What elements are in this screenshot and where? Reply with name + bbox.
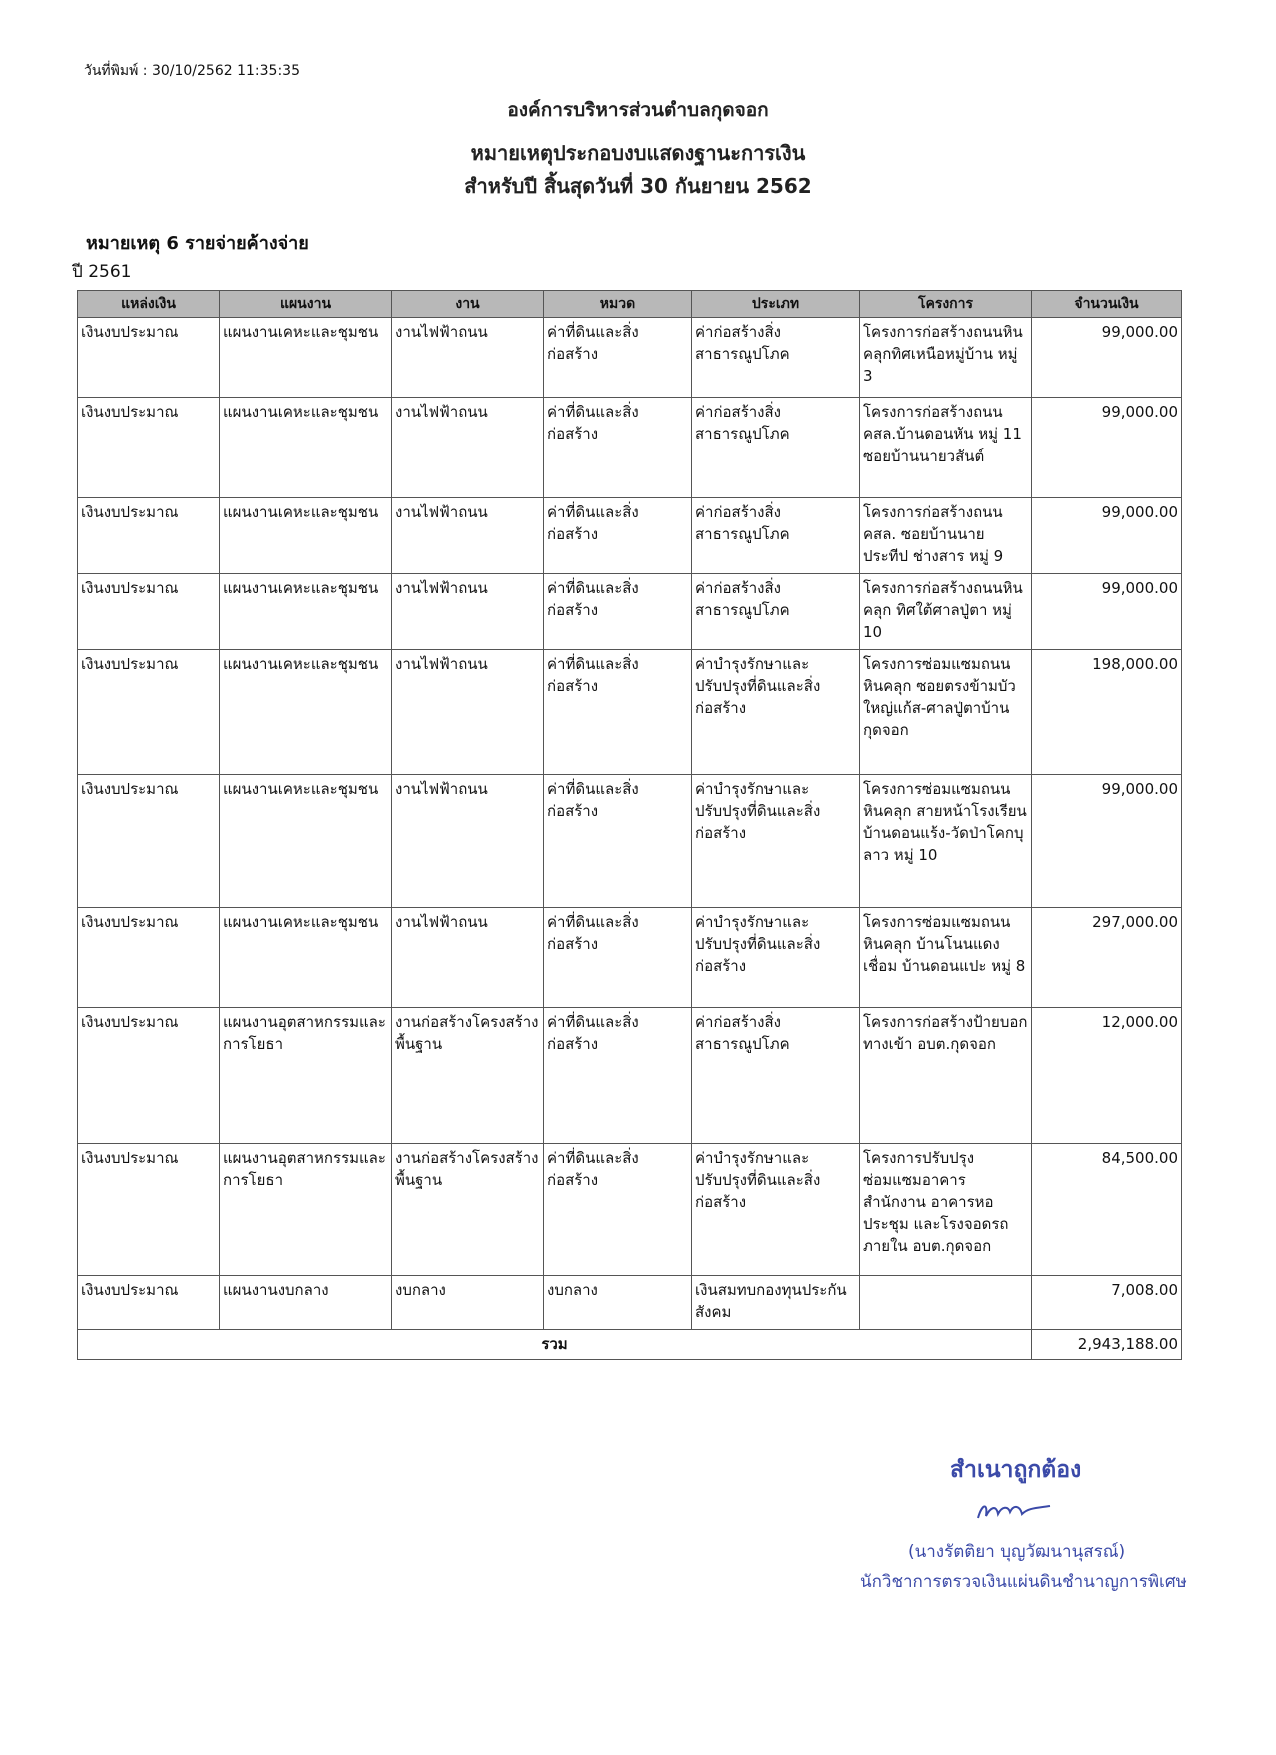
- cell-project: [860, 1276, 1032, 1330]
- cell-category: ค่าที่ดินและสิ่งก่อสร้าง: [544, 908, 692, 1008]
- cell-category: ค่าที่ดินและสิ่งก่อสร้าง: [544, 775, 692, 908]
- col-header-project: โครงการ: [860, 291, 1032, 318]
- total-row: [78, 1330, 1182, 1360]
- cell-type: ค่าก่อสร้างสิ่งสาธารณูปโภค: [692, 398, 860, 498]
- cell-source: เงินงบประมาณ: [78, 498, 220, 574]
- cell-category: ค่าที่ดินและสิ่งก่อสร้าง: [544, 318, 692, 398]
- cell-project: โครงการก่อสร้างถนน คสล.บ้านดอนหัน หมู่ 11 ซอยบ้านนายวสันต์: [860, 398, 1032, 498]
- cell-work: งานไฟฟ้าถนน: [392, 318, 544, 398]
- table-row: [78, 1276, 1182, 1330]
- table-row: [78, 398, 1182, 498]
- cell-type: ค่าบำรุงรักษาและปรับปรุงที่ดินและสิ่งก่อสร้าง: [692, 1144, 860, 1276]
- cell-amount: 99,000.00: [1032, 398, 1182, 498]
- col-header-work: งาน: [392, 291, 544, 318]
- table-row: [78, 318, 1182, 398]
- cell-plan: แผนงานอุตสาหกรรมและการโยธา: [220, 1144, 392, 1276]
- signer-name: (นางรัตติยา บุญวัฒนานุสรณ์): [908, 1542, 1126, 1562]
- cell-source: เงินงบประมาณ: [78, 398, 220, 498]
- cell-work: งานไฟฟ้าถนน: [392, 775, 544, 908]
- cell-plan: แผนงานเคหะและชุมชน: [220, 650, 392, 775]
- cell-plan: แผนงานเคหะและชุมชน: [220, 574, 392, 650]
- cell-amount: 99,000.00: [1032, 498, 1182, 574]
- total-amount: 2,943,188.00: [1032, 1330, 1182, 1360]
- cell-type: ค่าบำรุงรักษาและปรับปรุงที่ดินและสิ่งก่อสร้าง: [692, 775, 860, 908]
- cell-category: ค่าที่ดินและสิ่งก่อสร้าง: [544, 398, 692, 498]
- cell-plan: แผนงานเคหะและชุมชน: [220, 498, 392, 574]
- cell-category: ค่าที่ดินและสิ่งก่อสร้าง: [544, 498, 692, 574]
- cell-plan: แผนงานงบกลาง: [220, 1276, 392, 1330]
- accrued-expenses-table: [77, 290, 1182, 1360]
- cell-type: ค่าบำรุงรักษาและปรับปรุงที่ดินและสิ่งก่อสร้าง: [692, 650, 860, 775]
- col-header-plan: แผนงาน: [220, 291, 392, 318]
- cell-type: ค่าก่อสร้างสิ่งสาธารณูปโภค: [692, 498, 860, 574]
- col-header-type: ประเภท: [692, 291, 860, 318]
- cell-amount: 99,000.00: [1032, 775, 1182, 908]
- table-row: [78, 1008, 1182, 1144]
- cell-source: เงินงบประมาณ: [78, 775, 220, 908]
- table-row: [78, 908, 1182, 1008]
- cell-amount: 84,500.00: [1032, 1144, 1182, 1276]
- cell-type: เงินสมทบกองทุนประกันสังคม: [692, 1276, 860, 1330]
- cell-source: เงินงบประมาณ: [78, 650, 220, 775]
- cell-amount: 297,000.00: [1032, 908, 1182, 1008]
- cell-plan: แผนงานเคหะและชุมชน: [220, 775, 392, 908]
- cell-amount: 198,000.00: [1032, 650, 1182, 775]
- cell-amount: 7,008.00: [1032, 1276, 1182, 1330]
- cell-plan: แผนงานอุตสาหกรรมและการโยธา: [220, 1008, 392, 1144]
- col-header-amount: จำนวนเงิน: [1032, 291, 1182, 318]
- cell-amount: 99,000.00: [1032, 318, 1182, 398]
- cell-work: งานไฟฟ้าถนน: [392, 650, 544, 775]
- table-row: [78, 1144, 1182, 1276]
- year-label: ปี 2561: [72, 262, 132, 282]
- cell-source: เงินงบประมาณ: [78, 908, 220, 1008]
- table-row: [78, 650, 1182, 775]
- cell-project: โครงการปรับปรุงซ่อมแซมอาคารสำนักงาน อาคารหอประชุม และโรงจอดรถภายใน อบต.กุดจอก: [860, 1144, 1032, 1276]
- document-title: หมายเหตุประกอบงบแสดงฐานะการเงิน: [470, 141, 806, 165]
- cell-project: โครงการก่อสร้างป้ายบอกทางเข้า อบต.กุดจอก: [860, 1008, 1032, 1144]
- total-label: รวม: [78, 1330, 1032, 1360]
- cell-type: ค่าบำรุงรักษาและปรับปรุงที่ดินและสิ่งก่อสร้าง: [692, 908, 860, 1008]
- signer-title: นักวิชาการตรวจเงินแผ่นดินชำนาญการพิเศษ: [860, 1572, 1187, 1592]
- cell-type: ค่าก่อสร้างสิ่งสาธารณูปโภค: [692, 318, 860, 398]
- cell-plan: แผนงานเคหะและชุมชน: [220, 908, 392, 1008]
- cell-project: โครงการก่อสร้างถนนหินคลุกทิศเหนือหมู่บ้าน หมู่ 3: [860, 318, 1032, 398]
- cell-work: งบกลาง: [392, 1276, 544, 1330]
- cell-work: งานไฟฟ้าถนน: [392, 574, 544, 650]
- cell-category: งบกลาง: [544, 1276, 692, 1330]
- note-title: หมายเหตุ 6 รายจ่ายค้างจ่าย: [86, 233, 309, 254]
- cell-source: เงินงบประมาณ: [78, 318, 220, 398]
- col-header-category: หมวด: [544, 291, 692, 318]
- cell-work: งานไฟฟ้าถนน: [392, 498, 544, 574]
- cell-category: ค่าที่ดินและสิ่งก่อสร้าง: [544, 574, 692, 650]
- cell-work: งานไฟฟ้าถนน: [392, 908, 544, 1008]
- col-header-source: แหล่งเงิน: [78, 291, 220, 318]
- cell-project: โครงการก่อสร้างถนนหินคลุก ทิศใต้ศาลปู่ตา หมู่ 10: [860, 574, 1032, 650]
- cell-work: งานไฟฟ้าถนน: [392, 398, 544, 498]
- cell-source: เงินงบประมาณ: [78, 1276, 220, 1330]
- document-period: สำหรับปี สิ้นสุดวันที่ 30 กันยายน 2562: [464, 174, 812, 198]
- cell-amount: 99,000.00: [1032, 574, 1182, 650]
- cell-category: ค่าที่ดินและสิ่งก่อสร้าง: [544, 1008, 692, 1144]
- signature-icon: [974, 1494, 1054, 1528]
- cell-project: โครงการก่อสร้างถนน คสล. ซอยบ้านนายประทีป ช่างสาร หมู่ 9: [860, 498, 1032, 574]
- table-row: [78, 498, 1182, 574]
- cell-source: เงินงบประมาณ: [78, 1008, 220, 1144]
- certified-copy-stamp: สำเนาถูกต้อง: [950, 1457, 1082, 1483]
- cell-amount: 12,000.00: [1032, 1008, 1182, 1144]
- cell-work: งานก่อสร้างโครงสร้างพื้นฐาน: [392, 1008, 544, 1144]
- cell-category: ค่าที่ดินและสิ่งก่อสร้าง: [544, 650, 692, 775]
- cell-project: โครงการซ่อมแซมถนนหินคลุก ซอยตรงข้ามบัวใหญ่แก้ส-ศาลปู่ตาบ้านกุดจอก: [860, 650, 1032, 775]
- cell-plan: แผนงานเคหะและชุมชน: [220, 398, 392, 498]
- table-row: [78, 574, 1182, 650]
- cell-source: เงินงบประมาณ: [78, 574, 220, 650]
- cell-type: ค่าก่อสร้างสิ่งสาธารณูปโภค: [692, 1008, 860, 1144]
- cell-category: ค่าที่ดินและสิ่งก่อสร้าง: [544, 1144, 692, 1276]
- cell-type: ค่าก่อสร้างสิ่งสาธารณูปโภค: [692, 574, 860, 650]
- table-row: [78, 775, 1182, 908]
- table-header-row: [78, 291, 1182, 318]
- cell-source: เงินงบประมาณ: [78, 1144, 220, 1276]
- cell-project: โครงการซ่อมแซมถนนหินคลุก บ้านโนนแดงเชื่อม บ้านดอนแปะ หมู่ 8: [860, 908, 1032, 1008]
- cell-project: โครงการซ่อมแซมถนนหินคลุก สายหน้าโรงเรียนบ้านดอนแร้ง-วัดป่าโคกบุลาว หมู่ 10: [860, 775, 1032, 908]
- organization-name: องค์การบริหารส่วนตำบลกุดจอก: [507, 99, 769, 121]
- print-date: วันที่พิมพ์ : 30/10/2562 11:35:35: [84, 63, 300, 79]
- cell-plan: แผนงานเคหะและชุมชน: [220, 318, 392, 398]
- cell-work: งานก่อสร้างโครงสร้างพื้นฐาน: [392, 1144, 544, 1276]
